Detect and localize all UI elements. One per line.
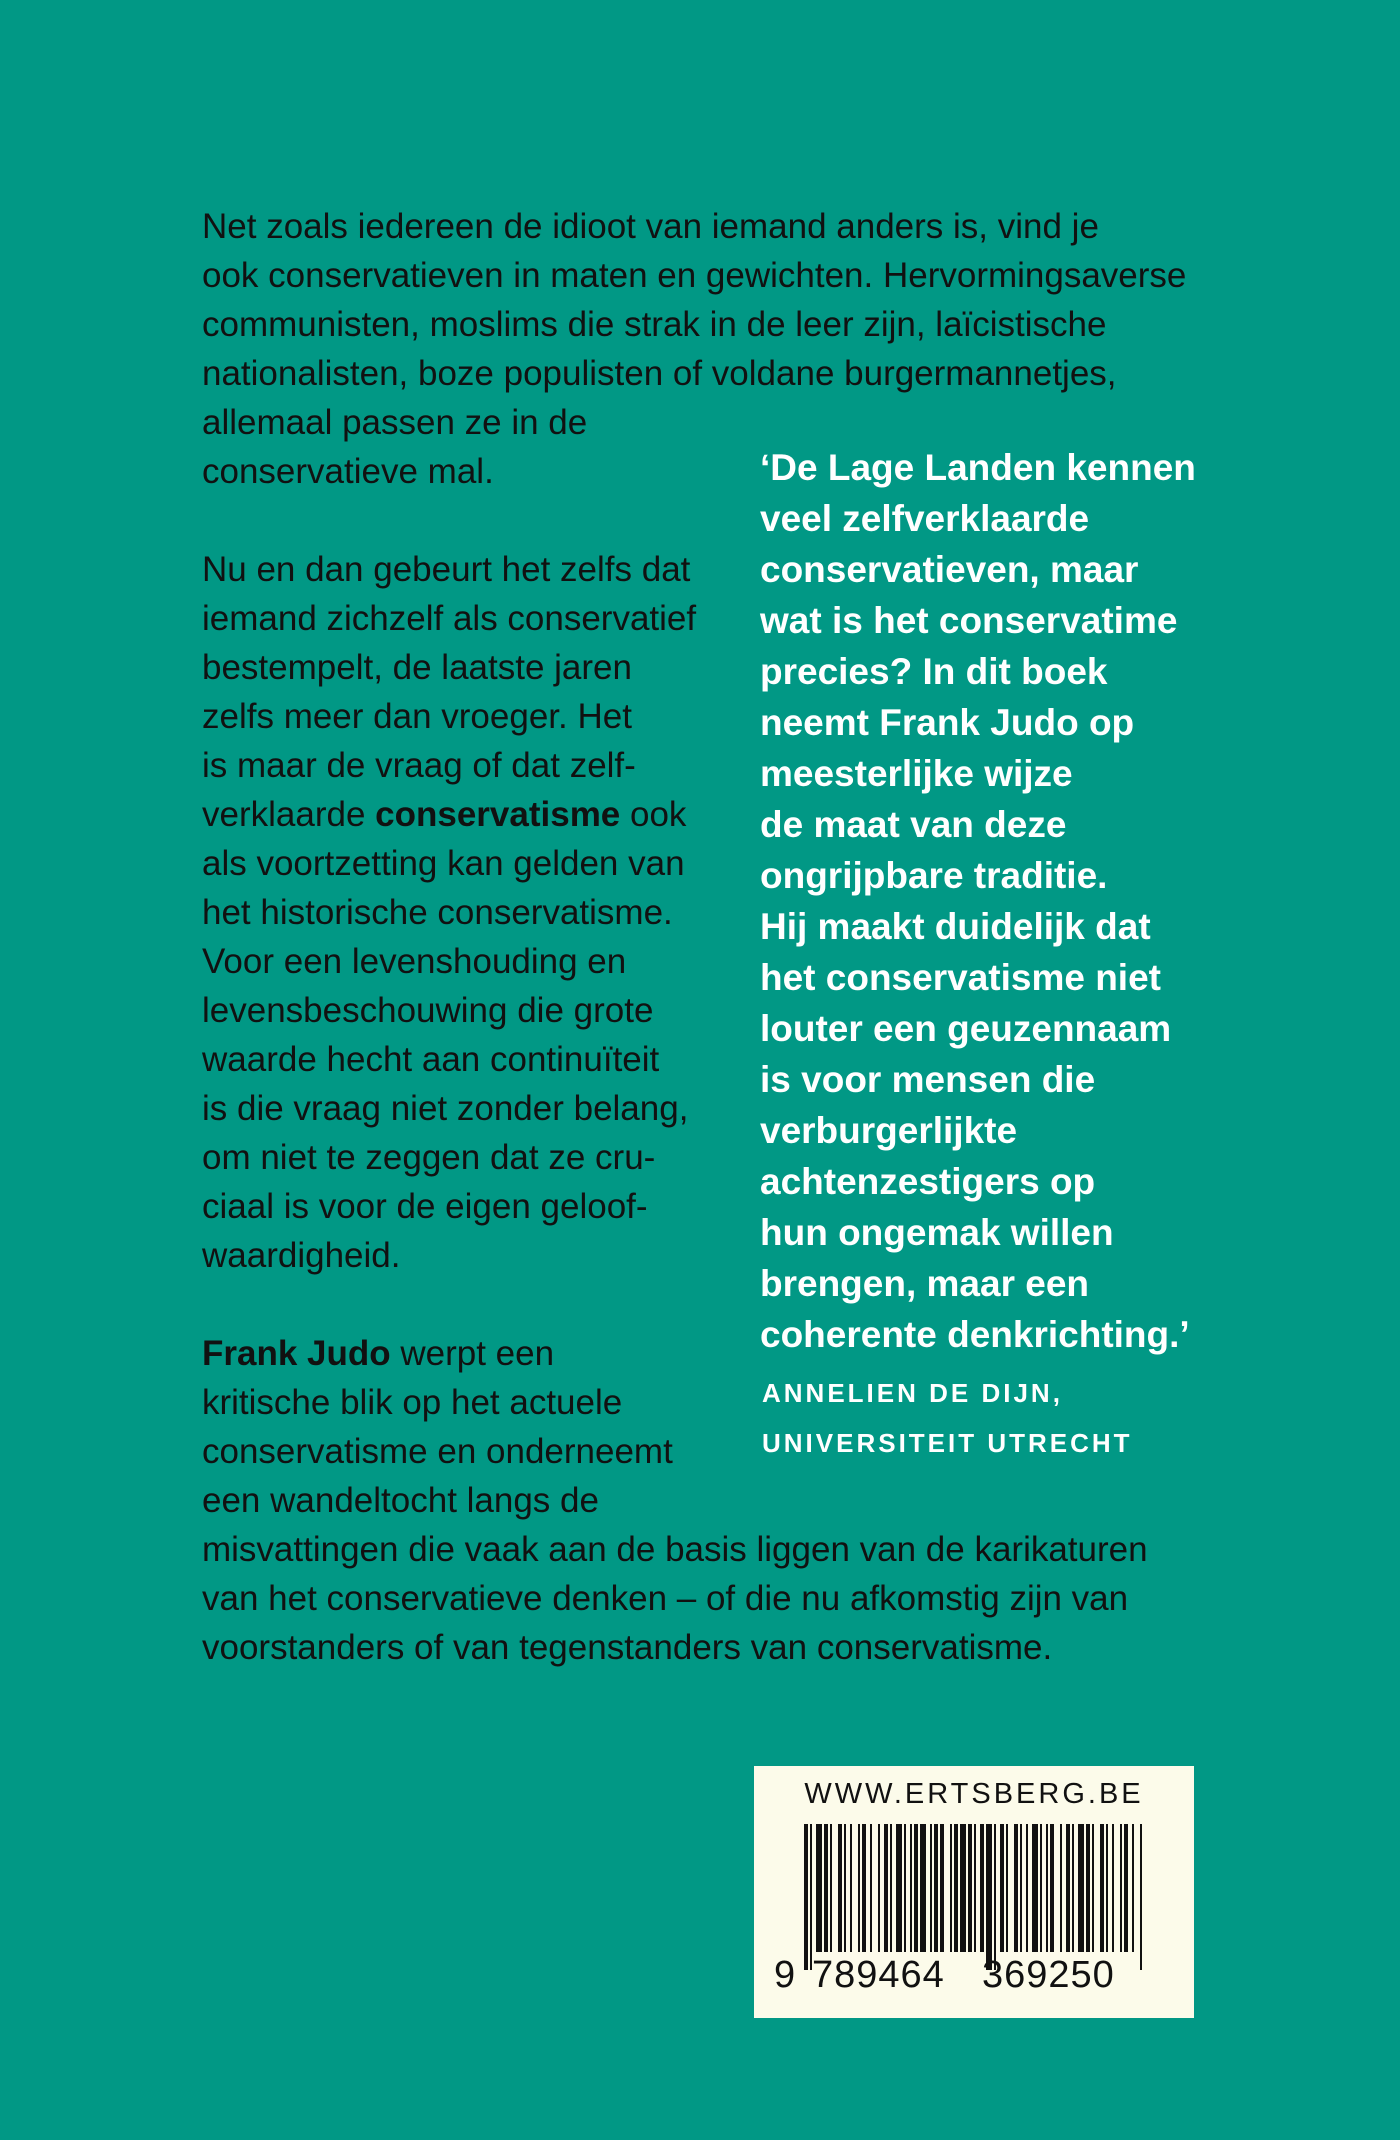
barcode-bar [1060, 1824, 1062, 1952]
isbn-group-1: 789464 [812, 1954, 945, 1996]
barcode-bar [858, 1824, 860, 1952]
barcode-bar [1040, 1824, 1042, 1952]
para3-line-5: misvattingen die vaak aan de basis liggen van de karikaturen [202, 1530, 1148, 1569]
quote-line: neemt Frank Judo op [760, 702, 1135, 743]
barcode-bar [844, 1824, 846, 1952]
barcode-bar [862, 1824, 866, 1952]
barcode-bar [950, 1824, 952, 1952]
quote-line: Hij maakt duidelijk dat [760, 906, 1151, 947]
para3-line-1 [202, 1329, 554, 1378]
quote-line: is voor mensen die [760, 1059, 1096, 1100]
barcode-bar [878, 1824, 880, 1952]
quote-line: veel zelfverklaarde [760, 498, 1090, 539]
para2-line-3: bestempelt, de laatste jaren [202, 648, 632, 687]
barcode-bar [838, 1824, 842, 1952]
quote-attribution [762, 1368, 1133, 1468]
intro-line-2: ook conservatieven in maten en gewichten. Hervormingsaverse [202, 256, 1187, 295]
quote-line: ongrijpbare traditie. [760, 855, 1108, 896]
para2-line-10: levensbeschouwing die grote [202, 991, 654, 1030]
para2-line-14: ciaal is voor de eigen geloof- [202, 1187, 648, 1226]
quote-line: precies? In dit boek [760, 651, 1108, 692]
para3-first-rest: werpt een [390, 1334, 555, 1373]
barcode-bar [1140, 1824, 1142, 1970]
barcode-bar [974, 1824, 976, 1952]
barcode-bar [810, 1824, 812, 1970]
barcode-bar [816, 1824, 822, 1952]
isbn-group-2: 369250 [982, 1954, 1115, 1996]
para2-post: ook [620, 795, 687, 834]
quote-line: verburgerlijkte [760, 1110, 1018, 1151]
barcode-bar [1112, 1824, 1114, 1952]
barcode-bar [1020, 1824, 1022, 1952]
barcode-bar [940, 1824, 944, 1952]
barcode-bar [896, 1824, 902, 1952]
barcode-bar [1132, 1824, 1134, 1952]
para2-line-2: iemand zichzelf als conservatief [202, 599, 697, 638]
para2-line-9: Voor een levenshouding en [202, 942, 627, 981]
para2-line-4: zelfs meer dan vroeger. Het [202, 697, 632, 736]
barcode-icon [804, 1824, 1144, 1970]
intro-line-5: allemaal passen ze in de [202, 403, 588, 442]
barcode-bar [954, 1824, 958, 1952]
para3-line-6: van het conservatieve denken – of die nu afkomstig zijn van [202, 1579, 1129, 1618]
quote-line: brengen, maar een [760, 1263, 1090, 1304]
para2-line-13: om niet te zeggen dat ze cru- [202, 1138, 656, 1177]
para2-line-12: is die vraag niet zonder belang, [202, 1089, 689, 1128]
barcode-bar [934, 1824, 938, 1952]
barcode-bar [914, 1824, 918, 1952]
quote-line: wat is het conservatime [760, 600, 1178, 641]
barcode-bar [1086, 1824, 1090, 1952]
quote-line: louter een geuzennaam [760, 1008, 1172, 1049]
author-name: Frank Judo [202, 1334, 391, 1373]
barcode-bar [824, 1824, 828, 1952]
attribution-name: ANNELIEN DE DIJN, [762, 1378, 1063, 1408]
barcode-bar [1106, 1824, 1108, 1952]
quote-line: meesterlijke wijze [760, 753, 1073, 794]
intro-line-4: nationalisten, boze populisten of voldane burgermannetjes, [202, 354, 1117, 393]
quote-line: coherente denkrichting.’ [760, 1314, 1190, 1355]
barcode-bar [930, 1824, 932, 1952]
intro-line-6: conservatieve mal. [202, 452, 494, 491]
keyword-conservatisme: conservatisme [375, 795, 621, 834]
barcode-bar [804, 1824, 808, 1970]
attribution-affiliation: UNIVERSITEIT UTRECHT [762, 1428, 1133, 1458]
barcode-bar [1078, 1824, 1084, 1952]
intro-line-1: Net zoals iedereen de idioot van iemand anders is, vind je [202, 207, 1099, 246]
barcode-bar [884, 1824, 888, 1952]
barcode-bar [1100, 1824, 1104, 1952]
barcode-bar [910, 1824, 912, 1952]
barcode-bar [920, 1824, 926, 1952]
barcode-bar [994, 1824, 996, 1970]
para3-line-2: kritische blik op het actuele [202, 1383, 623, 1422]
para2-line-15: waardigheid. [202, 1236, 401, 1275]
para3-line-3: conservatisme en onderneemt [202, 1432, 673, 1471]
barcode-bar [980, 1824, 984, 1952]
quote-line: achtenzestigers op [760, 1161, 1096, 1202]
barcode-bar [1032, 1824, 1038, 1952]
barcode-bar [904, 1824, 906, 1952]
publisher-url: WWW.ERTSBERG.BE [804, 1778, 1144, 1810]
barcode-bar [1072, 1824, 1074, 1952]
barcode-bar [1000, 1824, 1004, 1952]
quote-line: het conservatisme niet [760, 957, 1161, 998]
endorsement-quote [760, 442, 1230, 1360]
para2-pre: verklaarde [202, 795, 376, 834]
quote-line: hun ongemak willen [760, 1212, 1114, 1253]
barcode-bar [1026, 1824, 1028, 1952]
barcode-bar [1046, 1824, 1048, 1952]
barcode-bar [1066, 1824, 1070, 1952]
barcode-bar [1050, 1824, 1054, 1952]
quote-line: conservatieven, maar [760, 549, 1139, 590]
para2-line-7: als voortzetting kan gelden van [202, 844, 685, 883]
barcode-bar [1006, 1824, 1008, 1952]
quote-line: de maat van deze [760, 804, 1067, 845]
para2-line-8: het historische conservatisme. [202, 893, 673, 932]
barcode-bar [850, 1824, 852, 1952]
barcode-bar [1014, 1824, 1018, 1952]
para3-line-7: voorstanders of van tegenstanders van conservatisme. [202, 1628, 1053, 1667]
barcode-bar [986, 1824, 992, 1970]
para2-line-5: is maar de vraag of dat zelf- [202, 746, 636, 785]
para2-line-11: waarde hecht aan continuïteit [202, 1040, 660, 1079]
barcode-bar [830, 1824, 832, 1952]
para2-line-1: Nu en dan gebeurt het zelfs dat [202, 550, 691, 589]
barcode-bar [968, 1824, 972, 1952]
intro-line-3: communisten, moslims die strak in de leer zijn, laïcistische [202, 305, 1107, 344]
barcode-bar [960, 1824, 966, 1952]
barcode-panel [754, 1766, 1194, 2018]
barcode-bar [1092, 1824, 1094, 1952]
barcode-bar [1124, 1824, 1128, 1952]
barcode-bar [1120, 1824, 1122, 1952]
para2-line-6 [202, 790, 686, 839]
barcode-bar [870, 1824, 872, 1952]
isbn-first-digit: 9 [774, 1954, 797, 1996]
para3-line-4: een wandeltocht langs de [202, 1481, 599, 1520]
barcode-bar [890, 1824, 892, 1952]
quote-line: ‘De Lage Landen kennen [760, 447, 1196, 488]
